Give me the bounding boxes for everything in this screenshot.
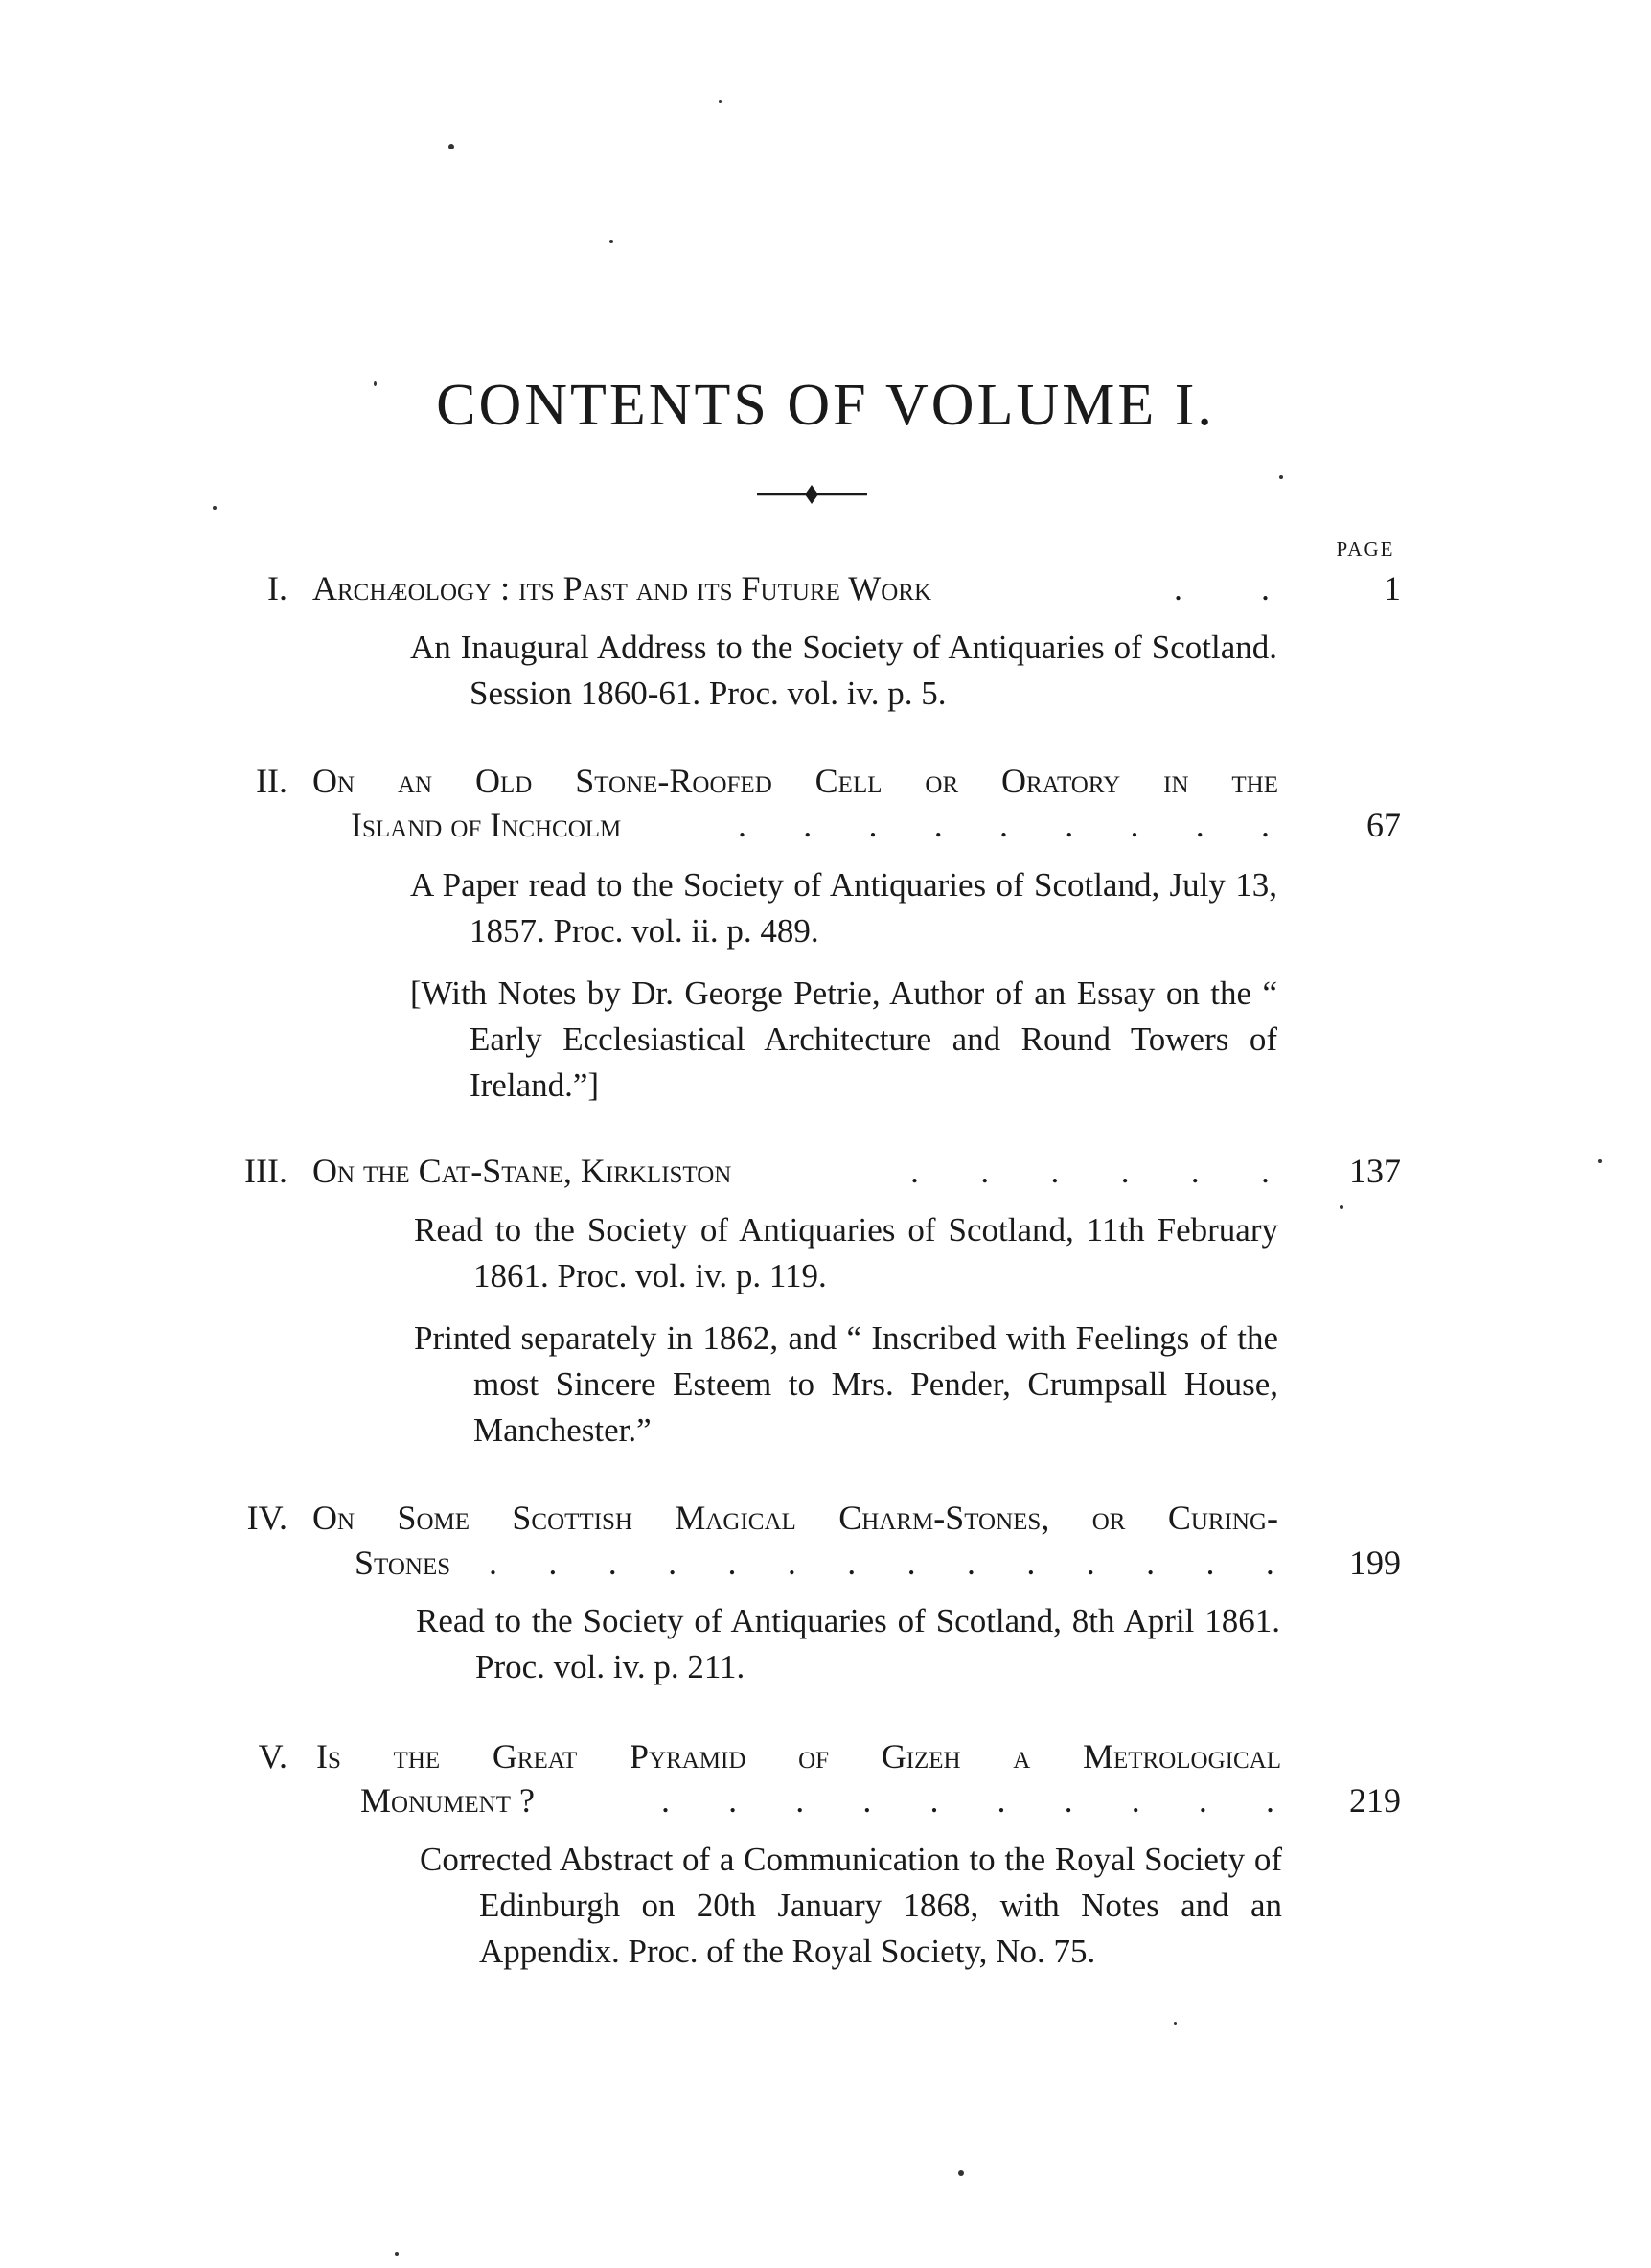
entry-numeral: IV. [246,1499,287,1537]
entry-page-number: 199 [1349,1544,1401,1582]
entry-page-number: 219 [1349,1781,1401,1820]
print-speck [1340,1205,1343,1209]
entry-title: Is the Great Pyramid of Gizeh a Metrological [316,1737,1281,1775]
description-paragraph: A Paper read to the Society of Antiquaries of Scotland, July 13, 1857. Proc. vol. ii. p. 489. [410,866,1277,950]
entry-numeral: II. [256,762,287,800]
entry-description [416,1598,1280,1690]
entry-description [410,971,1277,1109]
title-ornament [757,483,867,506]
entry-numeral: III. [244,1152,287,1190]
entry-description [410,625,1277,717]
entry-title: On the Cat-Stane, Kirkliston [312,1152,732,1190]
entry-title-continued: Monument ? [360,1781,535,1820]
entry-page-number: 1 [1384,569,1401,607]
entry-numeral: V. [258,1737,287,1775]
dot-leaders: . . . . . . . . . . [661,1781,1274,1820]
entry-title: On Some Scottish Magical Charm-Stones, or Curing- [312,1499,1278,1537]
entry-title: Archæology : its Past and its Future Work [312,569,931,607]
description-paragraph: An Inaugural Address to the Society of Antiquaries of Scotland. Session 1860-61. Proc. vol. iv. p. 5. [410,629,1277,712]
print-speck [1174,2022,1177,2025]
entry-description [414,1207,1278,1299]
print-speck [719,100,722,103]
entry-title: On an Old Stone-Roofed Cell or Oratory in the [312,762,1278,800]
description-paragraph: Read to the Society of Antiquaries of Scotland, 8th April 1861. Proc. vol. iv. p. 211. [416,1602,1280,1685]
entry-description [410,862,1277,954]
description-paragraph: [With Notes by Dr. George Petrie, Author of an Essay on the “ Early Ecclesiastical Architecture and Round Towers of Ireland.”] [410,974,1277,1104]
print-speck [958,2170,964,2176]
page-title: CONTENTS OF VOLUME I. [436,373,1215,438]
description-paragraph: Read to the Society of Antiquaries of Scotland, 11th February 1861. Proc. vol. iv. p. 119. [414,1211,1278,1294]
print-speck [1598,1159,1602,1163]
dot-leaders: . . . . . . . . . . . . . . [489,1544,1274,1582]
dot-leaders: . . . . . . [910,1152,1270,1190]
dot-leaders: . . . . . . . . . [738,806,1270,844]
description-paragraph: Printed separately in 1862, and “ Inscribed with Feelings of the most Sincere Esteem to Mrs. Pender, Crumpsall House, Manchester.” [414,1319,1278,1449]
entry-numeral: I. [267,569,287,607]
print-speck [1279,475,1283,479]
print-speck [609,240,613,243]
entry-title-continued: Island of Inchcolm [351,806,622,844]
entry-description [414,1316,1278,1454]
entry-page-number: 137 [1349,1152,1401,1190]
dot-leaders: . . [1174,569,1270,607]
description-paragraph: Corrected Abstract of a Communication to the Royal Society of Edinburgh on 20th January 1868, with Notes and an Appendix. Proc. of the Royal Society, No. 75. [420,1841,1282,1970]
entry-description [420,1837,1282,1975]
print-speck [213,506,217,510]
print-speck [448,144,454,149]
entry-page-number: 67 [1366,806,1401,844]
print-speck [395,2252,399,2256]
entry-title-continued: Stones [355,1544,451,1582]
page-column-label: PAGE [1336,538,1395,561]
